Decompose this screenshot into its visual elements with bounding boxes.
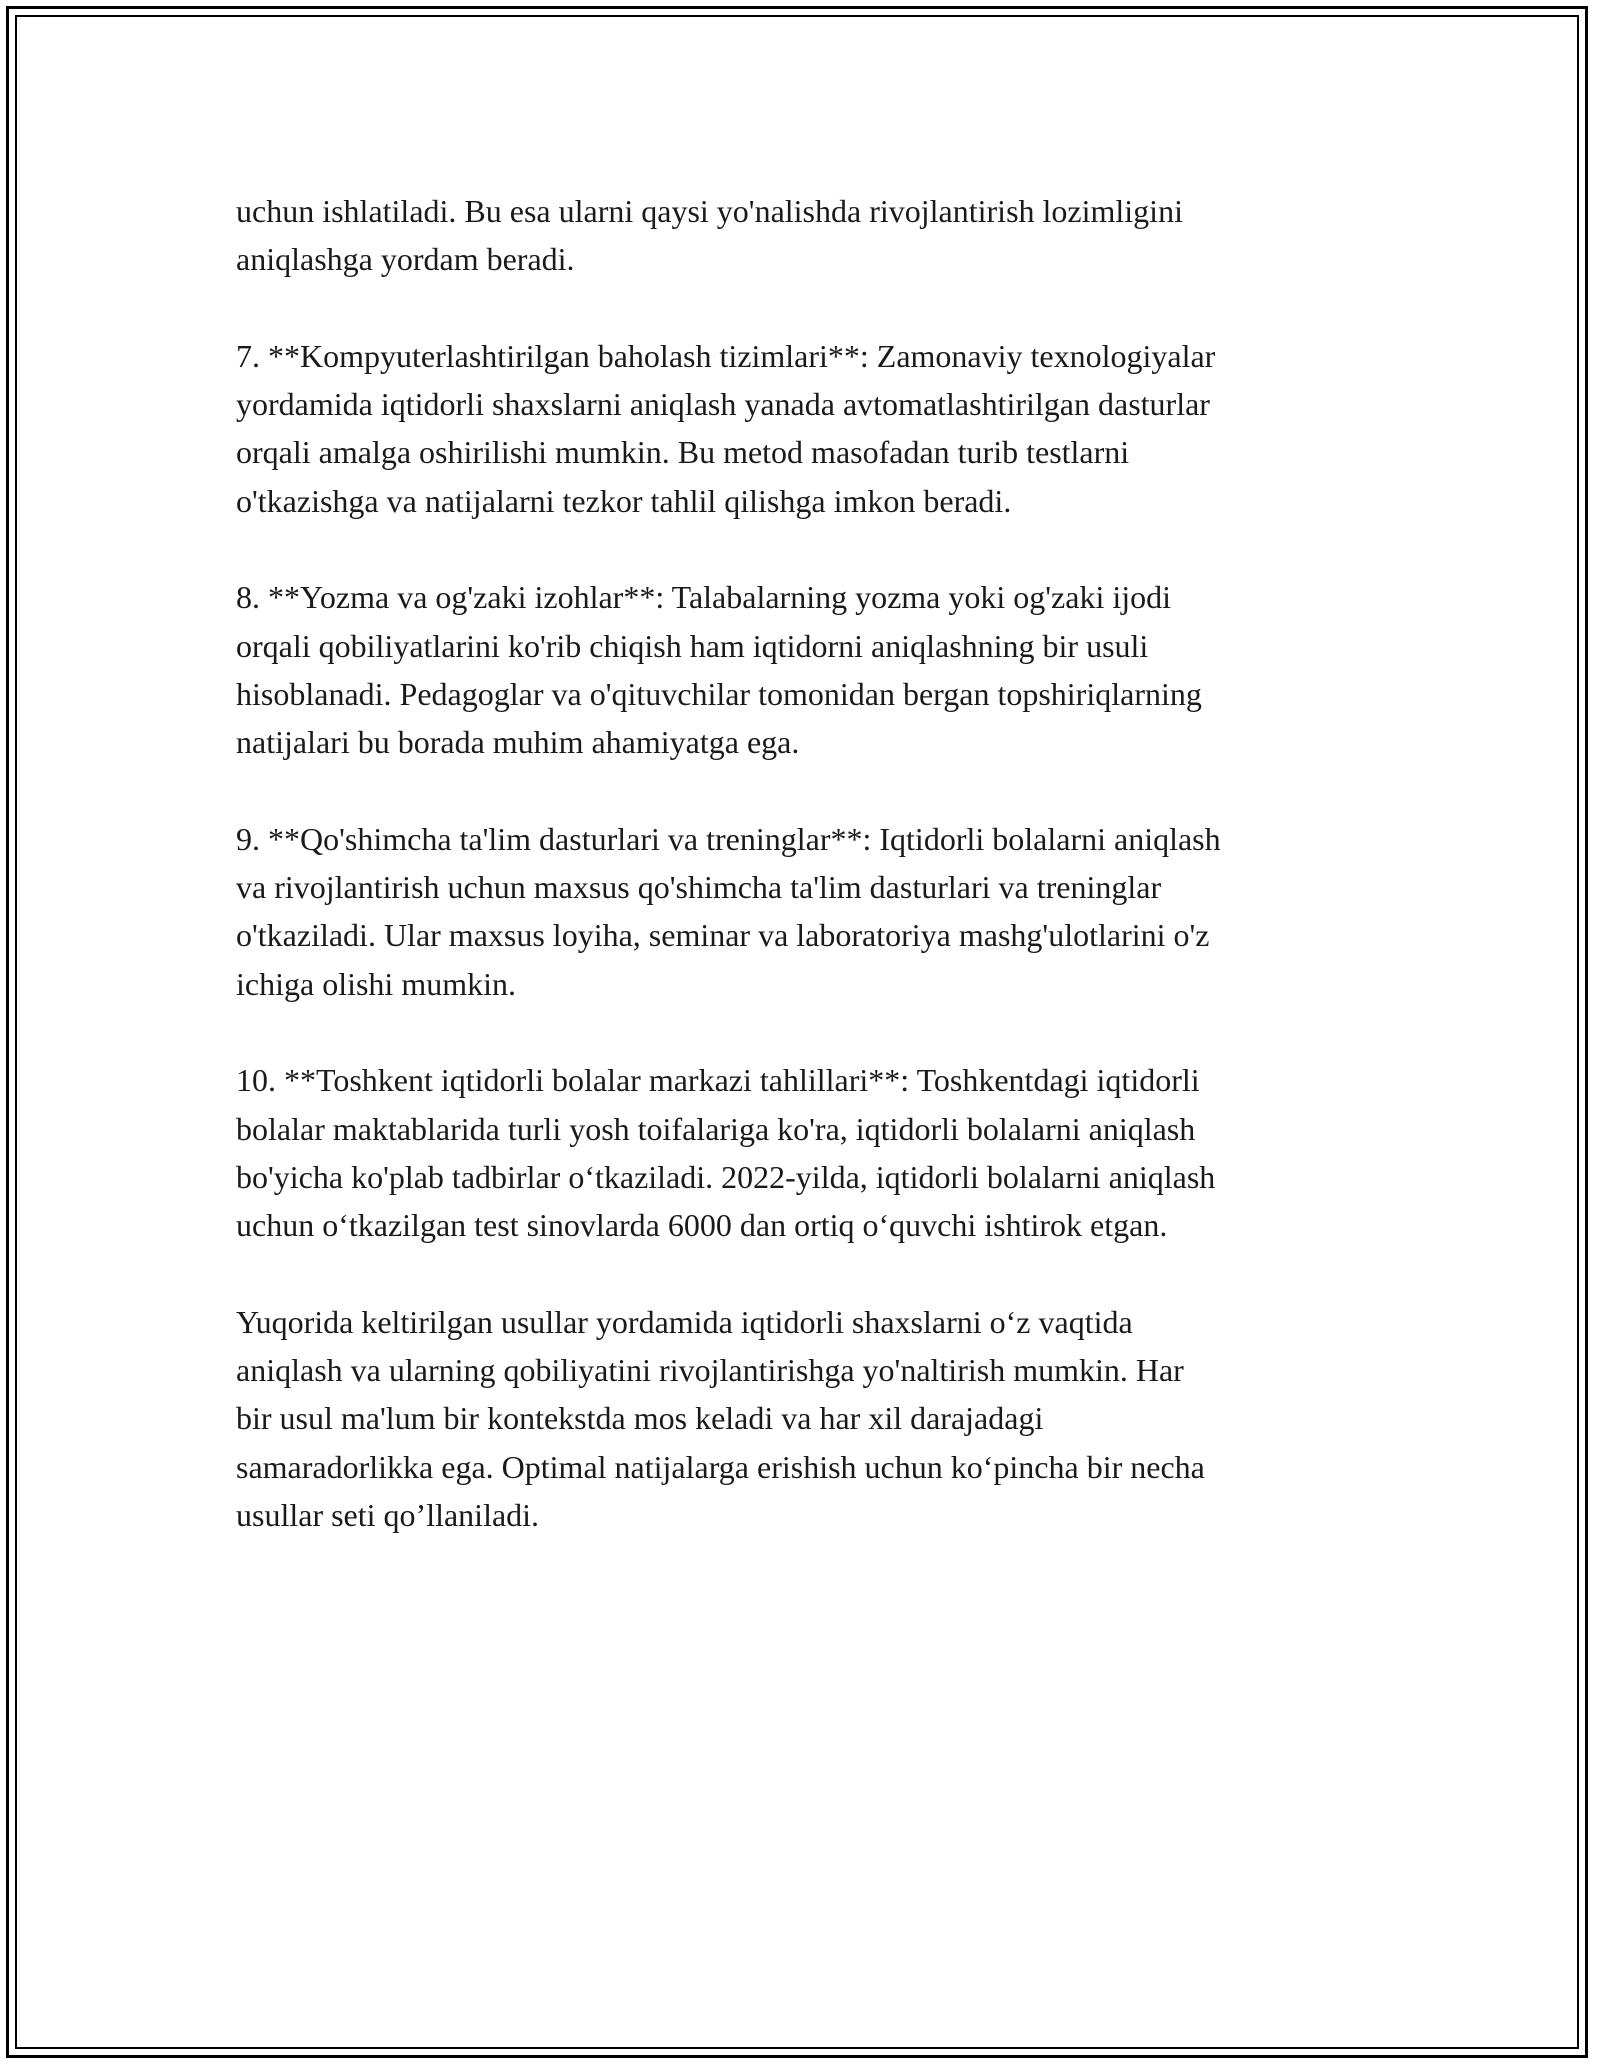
paragraph-item-10 (236, 1056, 1376, 1249)
text-line: uchun ishlatiladi. Bu esa ularni qaysi yo'nalishda rivojlantirish lozimligini (236, 193, 1183, 229)
text-line: aniqlash va ularning qobiliyatini rivojlantirishga yo'naltirish mumkin. Har (236, 1352, 1184, 1389)
text-line: bolalar maktablarida turli yosh toifalariga ko'ra, iqtidorli bolalarni aniqlash (236, 1110, 1196, 1147)
paragraph-item-9 (236, 815, 1376, 1008)
text-line: usullar seti qo’llaniladi. (236, 1497, 540, 1534)
paragraph-item-7 (236, 332, 1376, 525)
text-line: 8. **Yozma va og'zaki izohlar**: Talabalarning yozma yoki og'zaki ijodi (236, 579, 1171, 616)
text-line: o'tkazishga va natijalarni tezkor tahlil qilishga imkon beradi. (236, 482, 1012, 519)
text-line: aniqlashga yordam beradi. (236, 241, 575, 278)
text-line: orqali qobiliyatlarini ko'rib chiqish ham iqtidorni aniqlashning bir usuli (236, 627, 1149, 664)
text-line: bir usul ma'lum bir kontekstda mos keladi va har xil darajadagi (236, 1400, 1044, 1437)
text-line: hisoblanadi. Pedagoglar va o'qituvchilar tomonidan bergan topshiriqlarning (236, 675, 1202, 712)
text-line: uchun o‘tkazilgan test sinovlarda 6000 dan ortiq o‘quvchi ishtirok etgan. (236, 1207, 1168, 1244)
text-line: 9. **Qo'shimcha ta'lim dasturlari va treninglar**: Iqtidorli bolalarni aniqlash (236, 820, 1221, 857)
text-line: yordamida iqtidorli shaxslarni aniqlash yanada avtomatlashtirilgan dasturlar (236, 386, 1210, 423)
text-line: samaradorlikka ega. Optimal natijalarga erishish uchun ko‘pincha bir necha (236, 1448, 1205, 1485)
text-line: 10. **Toshkent iqtidorli bolalar markazi tahlillari**: Toshkentdagi iqtidorli (236, 1062, 1200, 1099)
paragraph-item-8 (236, 573, 1376, 766)
text-line: 7. **Kompyuterlashtirilgan baholash tizimlari**: Zamonaviy texnologiyalar (236, 337, 1216, 374)
document-body (236, 187, 1376, 1588)
text-line: ichiga olishi mumkin. (236, 965, 516, 1002)
text-line: Yuqorida keltirilgan usullar yordamida iqtidorli shaxslarni o‘z vaqtida (236, 1303, 1133, 1340)
text-line: natijalari bu borada muhim ahamiyatga ega. (236, 724, 800, 761)
paragraph-continuation (236, 187, 1376, 284)
text-line: o'tkaziladi. Ular maxsus loyiha, seminar va laboratoriya mashg'ulotlarini o'z (236, 917, 1210, 954)
paragraph-conclusion (236, 1298, 1376, 1539)
text-line: bo'yicha ko'plab tadbirlar o‘tkaziladi. 2022-yilda, iqtidorli bolalarni aniqlash (236, 1158, 1216, 1195)
text-line: orqali amalga oshirilishi mumkin. Bu metod masofadan turib testlarni (236, 434, 1130, 471)
text-line: va rivojlantirish uchun maxsus qo'shimcha ta'lim dasturlari va treninglar (236, 869, 1162, 906)
